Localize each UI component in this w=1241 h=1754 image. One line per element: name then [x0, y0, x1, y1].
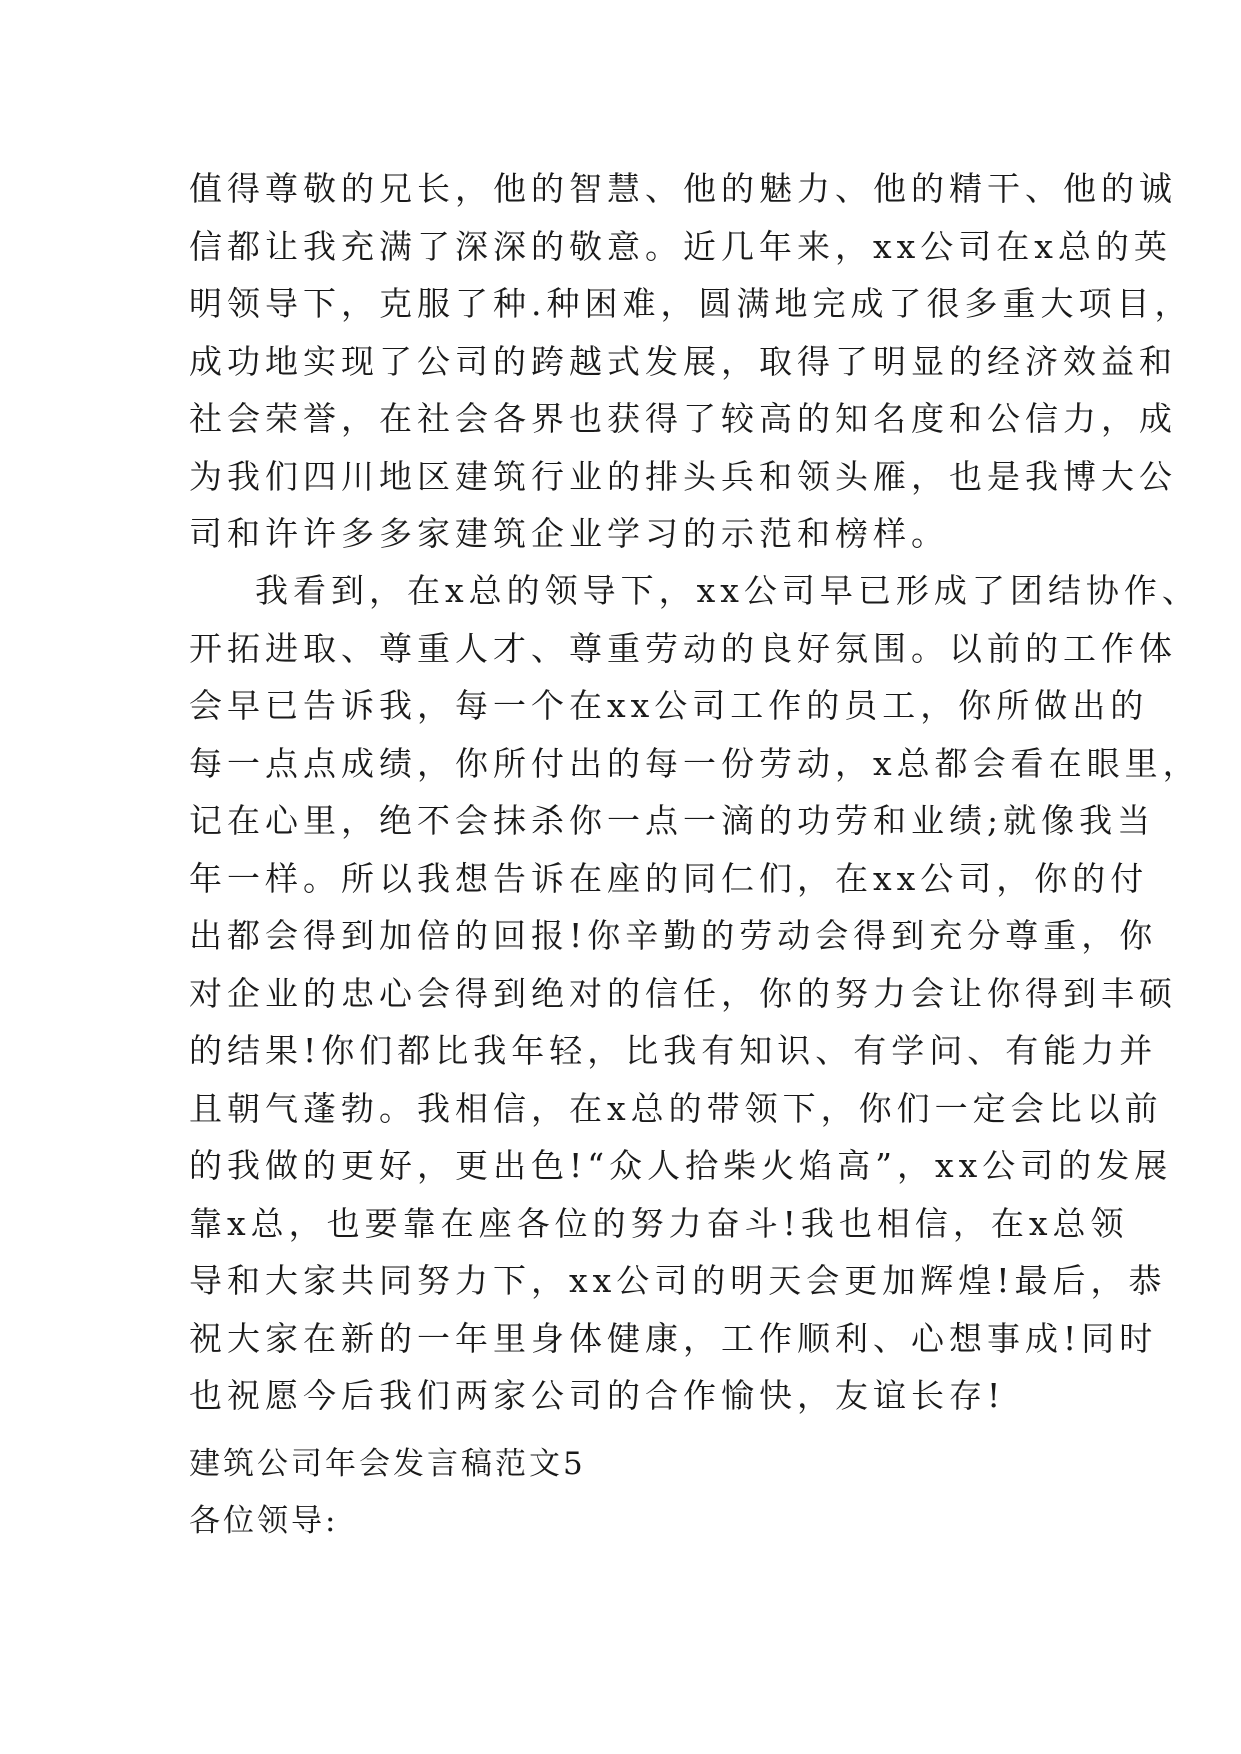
paragraph-line: 社会荣誉，在社会各界也获得了较高的知名度和公信力，成: [189, 399, 1177, 438]
paragraph-1: [189, 160, 1193, 563]
paragraph-line: 的我做的更好，更出色!“众人拾柴火焰高”，xx公司的发展: [189, 1146, 1173, 1185]
paragraph-line: 司和许许多多家建筑企业学习的示范和榜样。: [189, 514, 949, 553]
paragraph-line: 信都让我充满了深深的敬意。近几年来，xx公司在x总的英: [189, 226, 1172, 266]
paragraph-line: 导和大家共同努力下，xx公司的明天会更加辉煌!最后，恭: [189, 1261, 1167, 1300]
paragraph-line: 年一样。所以我想告诉在座的同仁们，在xx公司，你的付: [189, 858, 1149, 898]
paragraph-line: 成功地实现了公司的跨越式发展，取得了明显的经济效益和: [189, 341, 1177, 381]
paragraph-line: 也祝愿今后我们两家公司的合作愉快，友谊长存!: [189, 1376, 1006, 1415]
paragraph-line: 每一点点成绩，你所付出的每一份劳动，x总都会看在眼里，: [189, 743, 1201, 783]
paragraph-line: 记在心里，绝不会抹杀你一点一滴的功劳和业绩;就像我当: [189, 801, 1156, 840]
paragraph-line: 祝大家在新的一年里身体健康，工作顺利、心想事成!同时: [189, 1318, 1158, 1358]
section-title: 建筑公司年会发言稿范文5: [189, 1446, 586, 1482]
paragraph-line: 靠x总，也要靠在座各位的努力奋斗!我也相信，在x总领: [189, 1203, 1129, 1243]
paragraph-line: 值得尊敬的兄长，他的智慧、他的魅力、他的精干、他的诚: [189, 169, 1177, 208]
salutation: 各位领导:: [189, 1503, 339, 1539]
paragraph-line: 为我们四川地区建筑行业的排头兵和领头雁，也是我博大公: [189, 456, 1177, 496]
paragraph-line: 的结果!你们都比我年轻，比我有知识、有学问、有能力并: [189, 1031, 1158, 1070]
paragraph-line: 我看到，在x总的领导下，xx公司早已形成了团结协作、: [255, 571, 1200, 610]
paragraph-line: 出都会得到加倍的回报!你辛勤的劳动会得到充分尊重，你: [189, 916, 1158, 955]
paragraph-line: 明领导下，克服了种.种困难，圆满地完成了很多重大项目，: [189, 284, 1193, 323]
paragraph-line: 对企业的忠心会得到绝对的信任，你的努力会让你得到丰硕: [189, 973, 1177, 1013]
paragraph-line: 开拓进取、尊重人才、尊重劳动的良好氛围。以前的工作体: [189, 628, 1177, 668]
section-heading-block: [189, 1436, 586, 1550]
paragraph-2: [189, 562, 1201, 1425]
paragraph-line: 会早已告诉我，每一个在xx公司工作的员工，你所做出的: [189, 686, 1149, 725]
paragraph-line: 且朝气蓬勃。我相信，在x总的带领下，你们一定会比以前: [189, 1088, 1163, 1128]
